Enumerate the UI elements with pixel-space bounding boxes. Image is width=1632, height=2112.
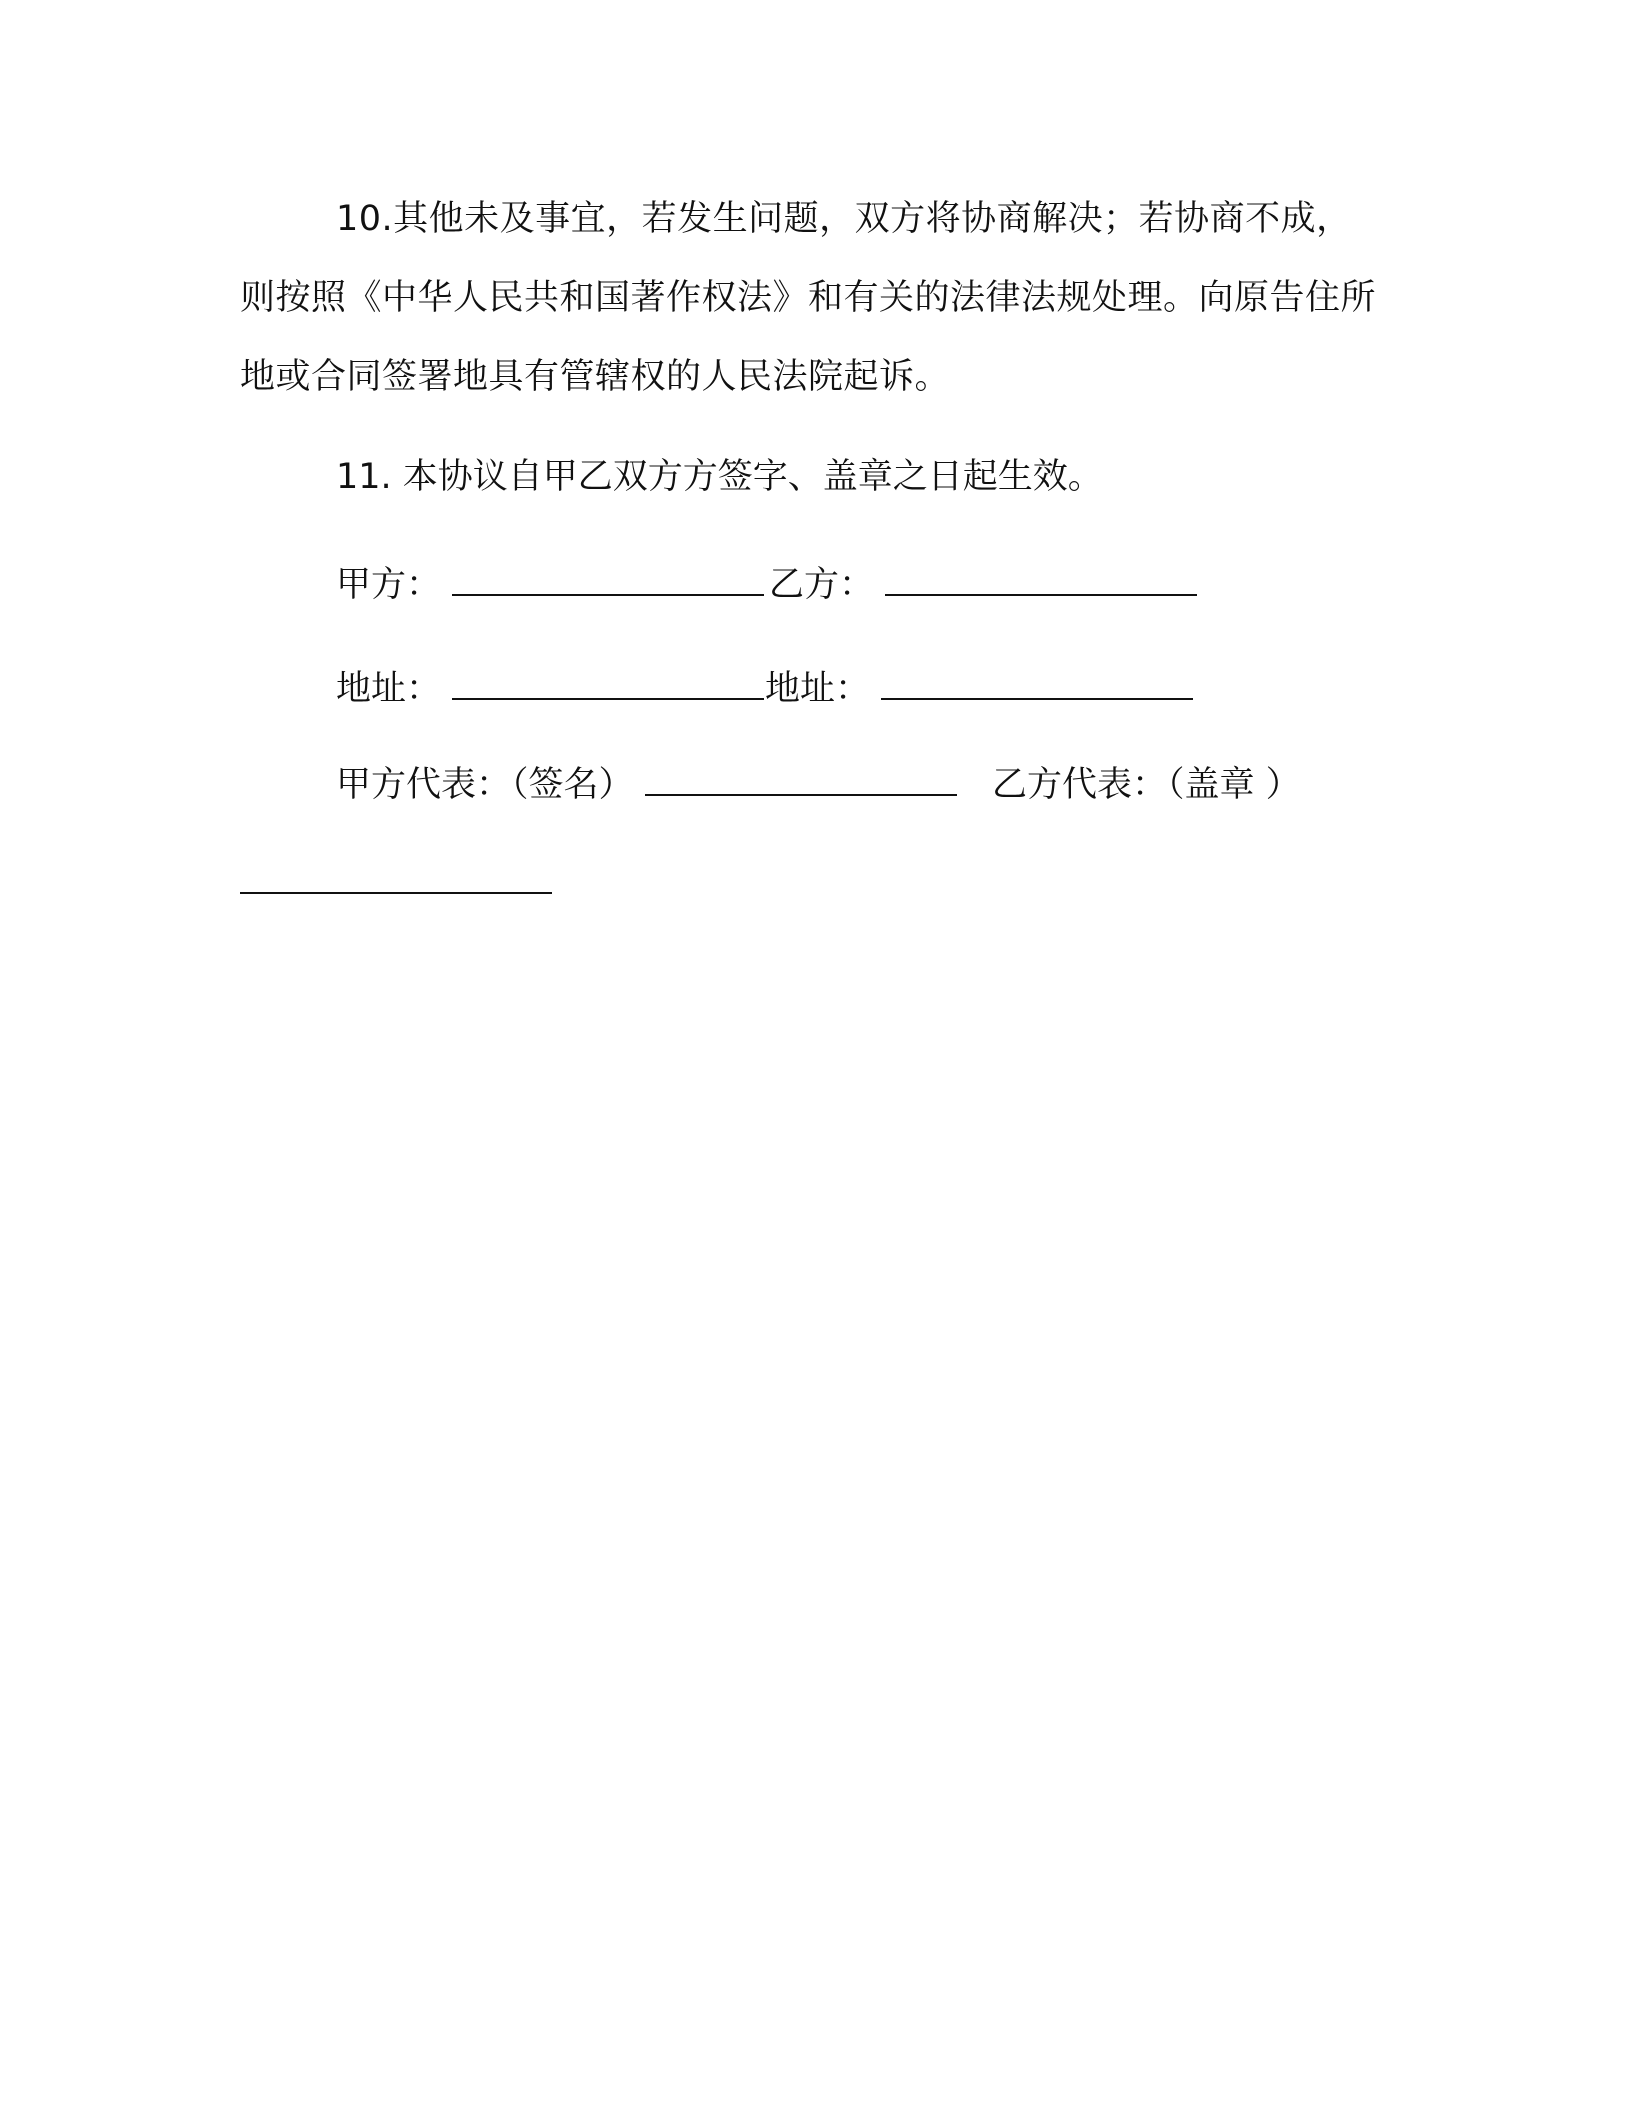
- party-b-blank: [885, 564, 1197, 596]
- party-a-field: [336, 560, 764, 610]
- address-b-blank: [881, 668, 1193, 700]
- rep-a-label: 甲方代表：（签名）: [336, 765, 634, 805]
- rep-b-field: [992, 760, 1301, 810]
- rep-b-blank-line: [240, 858, 552, 908]
- party-b-label: 乙方：: [769, 565, 875, 605]
- party-a-label: 甲方：: [336, 565, 442, 605]
- address-a-field: [336, 664, 764, 714]
- clause-11-paragraph: 11. 本协议自甲乙双方方签字、盖章之日起生效。: [336, 457, 1103, 497]
- rep-a-blank: [645, 764, 957, 796]
- address-a-blank: [452, 668, 764, 700]
- rep-b-label: 乙方代表：（盖章 ）: [992, 765, 1301, 805]
- address-b-field: [765, 664, 1193, 714]
- address-b-label: 地址：: [765, 669, 871, 709]
- clause-10-paragraph: 10.其他未及事宜，若发生问题，双方将协商解决；若协商不成，则按照《中华人民共和国著作权法》和有关的法律法规处理。向原告住所地或合同签署地具有管辖权的人民法院起诉。: [240, 199, 1377, 397]
- address-a-label: 地址：: [336, 669, 442, 709]
- rep-a-field: [336, 760, 957, 810]
- party-a-blank: [452, 564, 764, 596]
- rep-b-blank: [240, 862, 552, 894]
- party-b-field: [769, 560, 1197, 610]
